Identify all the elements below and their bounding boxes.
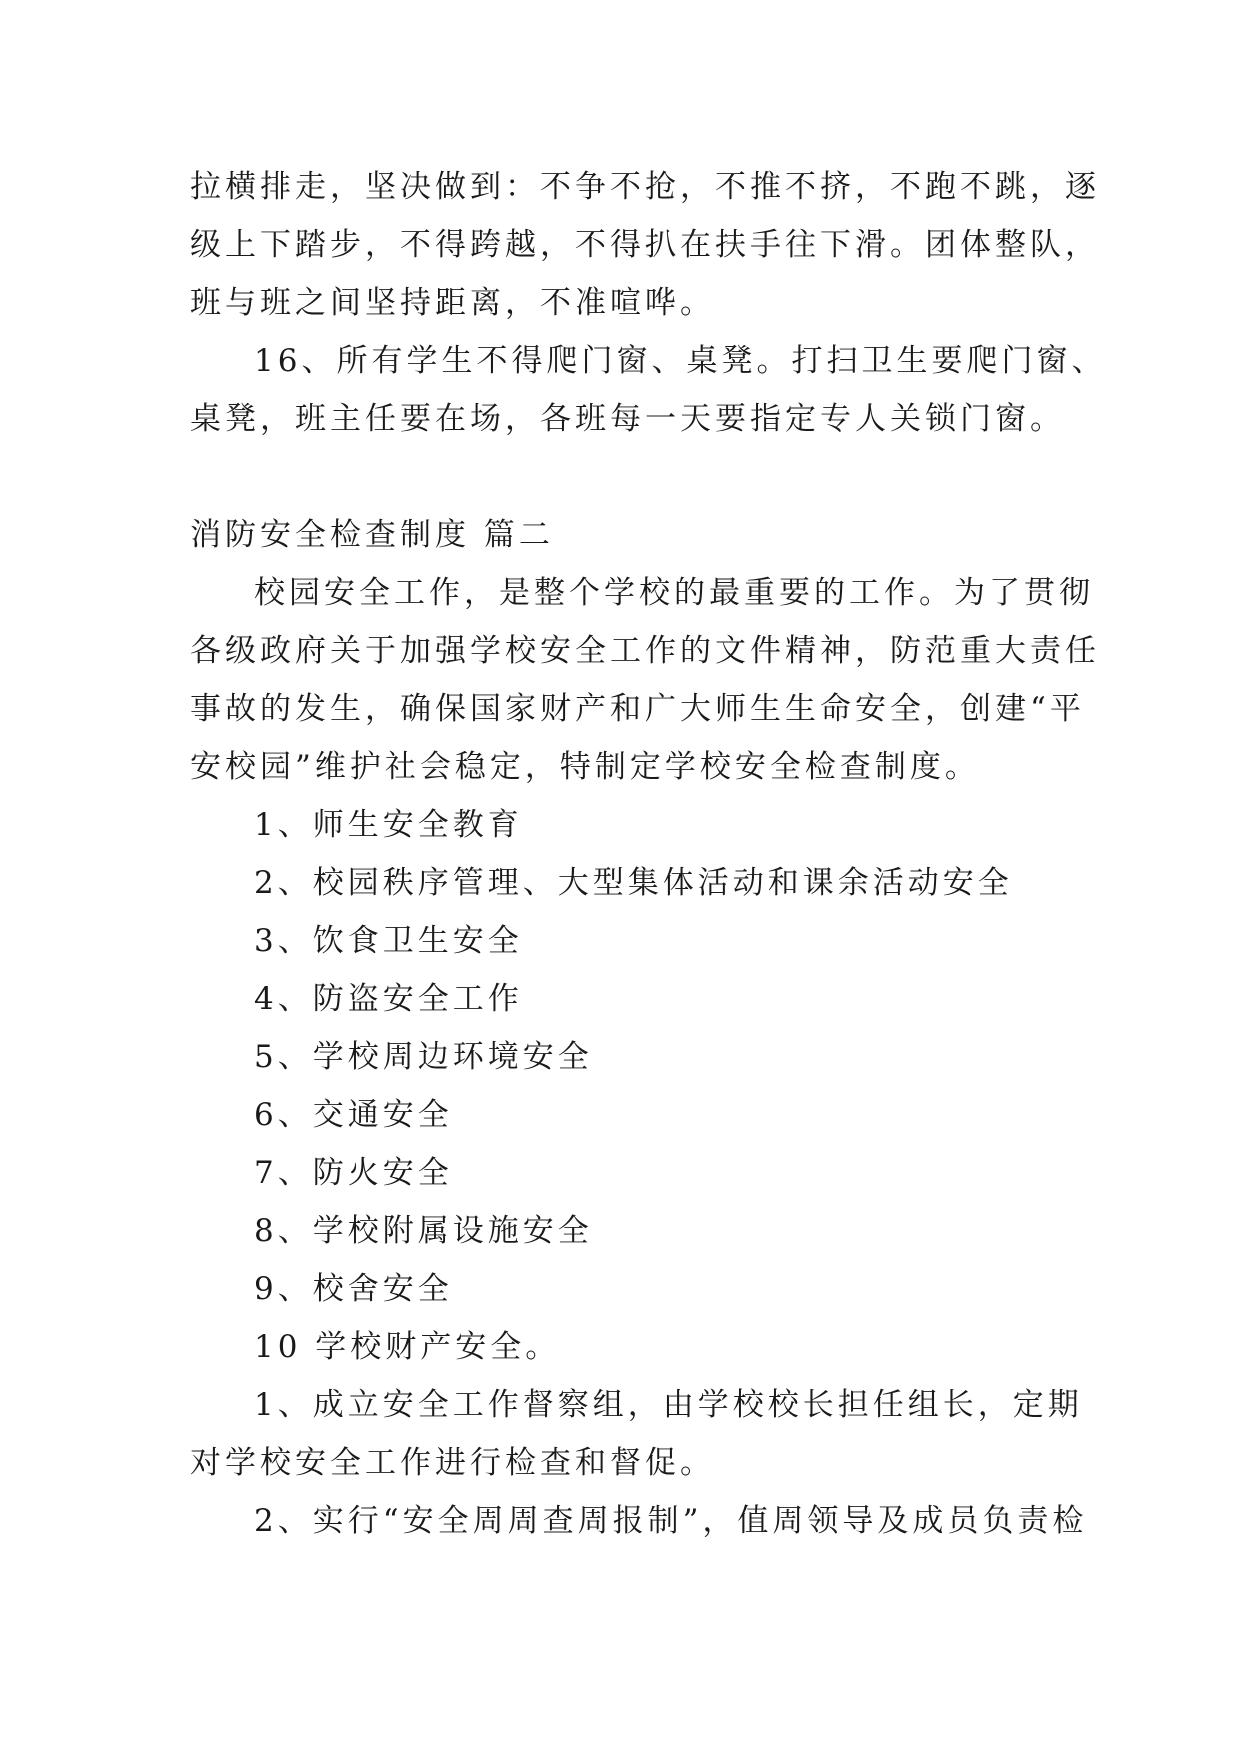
list-item: 3、饮食卫生安全 bbox=[254, 923, 523, 959]
paragraph-line: 级上下踏步，不得跨越，不得扒在扶手往下滑。团体整队， bbox=[190, 227, 1100, 263]
paragraph-line: 事故的发生，确保国家财产和广大师生生命安全，创建“平 bbox=[190, 691, 1085, 727]
document-page bbox=[190, 0, 1107, 1754]
list-item: 6、交通安全 bbox=[254, 1097, 453, 1133]
paragraph-line: 班与班之间坚持距离，不准喧哗。 bbox=[190, 285, 715, 321]
paragraph-line: 安校园”维护社会稳定，特制定学校安全检查制度。 bbox=[190, 749, 980, 785]
list-item: 9、校舍安全 bbox=[254, 1271, 453, 1307]
paragraph-line: 桌凳，班主任要在场，各班每一天要指定专人关锁门窗。 bbox=[190, 401, 1065, 437]
section-heading: 消防安全检查制度 篇二 bbox=[190, 517, 554, 553]
list-item: 8、学校附属设施安全 bbox=[254, 1213, 593, 1249]
list-item: 2、校园秩序管理、大型集体活动和课余活动安全 bbox=[254, 865, 1013, 901]
paragraph-line: 1、成立安全工作督察组，由学校校长担任组长，定期 bbox=[254, 1387, 1083, 1423]
paragraph-line: 各级政府关于加强学校安全工作的文件精神，防范重大责任 bbox=[190, 633, 1100, 669]
list-item: 4、防盗安全工作 bbox=[254, 981, 523, 1017]
paragraph-line: 校园安全工作，是整个学校的最重要的工作。为了贯彻 bbox=[254, 575, 1094, 611]
list-item: 7、防火安全 bbox=[254, 1155, 453, 1191]
paragraph-line: 2、实行“安全周周查周报制”，值周领导及成员负责检 bbox=[254, 1503, 1088, 1539]
paragraph-line: 16、所有学生不得爬门窗、桌凳。打扫卫生要爬门窗、 bbox=[254, 343, 1107, 379]
paragraph-line: 拉横排走，坚决做到：不争不抢，不推不挤，不跑不跳，逐 bbox=[190, 169, 1100, 205]
list-item: 1、师生安全教育 bbox=[254, 807, 523, 843]
paragraph-line: 对学校安全工作进行检查和督促。 bbox=[190, 1445, 715, 1481]
list-item: 5、学校周边环境安全 bbox=[254, 1039, 593, 1075]
list-item: 10 学校财产安全。 bbox=[254, 1329, 561, 1365]
